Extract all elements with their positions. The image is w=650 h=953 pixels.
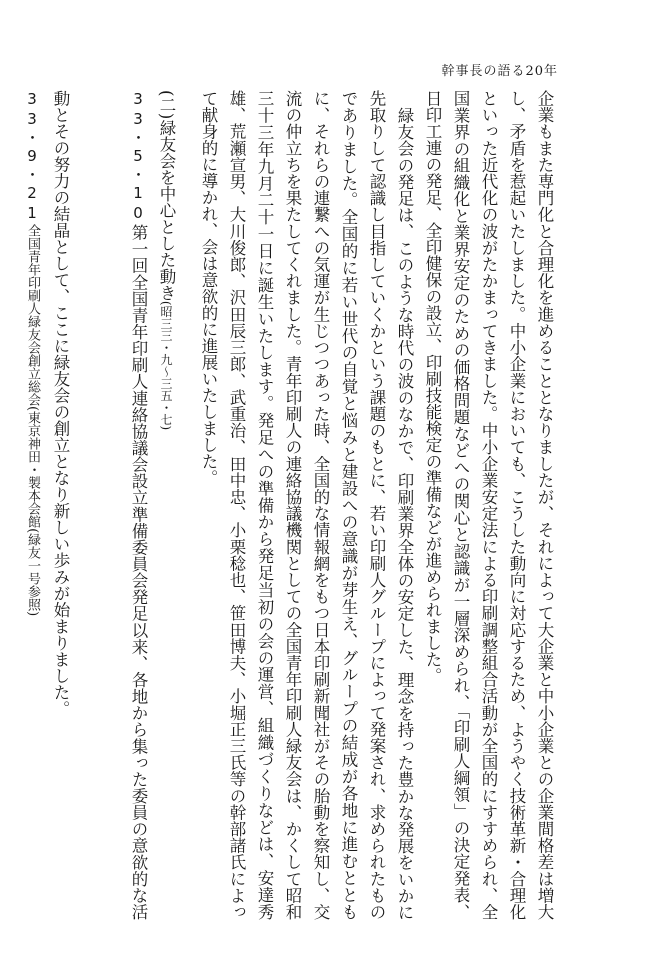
event-text: 第一回全国青年印刷人連絡協議会設立準備委員会発足以来、各地から集った委員の意欲的な活動とその努力の結晶として、ここに緑友会の創立となり新しい歩みが始まりました。 [51,90,148,920]
timeline-event [0,90,46,920]
body-paragraph: 緑友会の発足は、このような時代の波のなかで、印刷業界全体の安定した、理念を持った豊かな発展をいかに先取りして認識し目指していくかという課題のもとに、若い印刷人グループによって発案され、求められたものでありました。全国的に若い世代の自覚と悩みと建設への意識が芽生え、グループの結成が各地に進むとともに、それらの連繋への気運が生じつつあった時、全国的な情報網をもつ日本印刷新聞社がその胎動を察知し、交流の仲立ちを果たしてくれました。青年印刷人の連絡協議機関としての全国青年印刷人緑友会は、かくして昭和三十三年九月二十一日に誕生いたします。発足への準備から発足当初の会の運営、組織づくりなどは、安達秀雄、荒瀬宣男、大川俊郎、沢田辰三郎、武重治、田中忠、小栗稔也、笹田博夫、小堀正三氏等の幹部諸氏によって献身的に導かれ、会は意欲的に進展いたしました。 [199,90,414,921]
event-date: 33・9・21 [23,90,41,224]
page-body [23,90,558,921]
event-text: 全国青年印刷人緑友会創立総会(東京神田・製本会館(緑友一号参照) [25,224,40,617]
event-date: 33・5・10 [129,90,147,224]
section-heading [152,90,180,920]
running-head: 幹事長の語る20年 [441,64,558,79]
section-date-range: (昭三三・九〜三五・七) [159,300,173,431]
section-title: 緑友会を中心とした動き [157,119,176,301]
section-number: (二) [157,90,176,120]
timeline-event [46,90,152,920]
body-paragraph: 企業もまた専門化と合理化を進めることとなりましたが、それによって大企業と中小企業との企業間格差は増大し、矛盾を惹起いたしました。中小企業においても、こうした動向に対応するため、ようやく技術革新・合理化といった近代化の波がたかまってきました。中小企業安定法による印刷調整組合活動が全国的にすすめられ、全国業界の組織化と業界安定のための価格問題などへの関心と認識が一層深められ、「印刷人綱領」の決定発表、日印工連の発足、全印健保の設立、印刷技能検定の準備などが進められました。 [423,90,554,921]
